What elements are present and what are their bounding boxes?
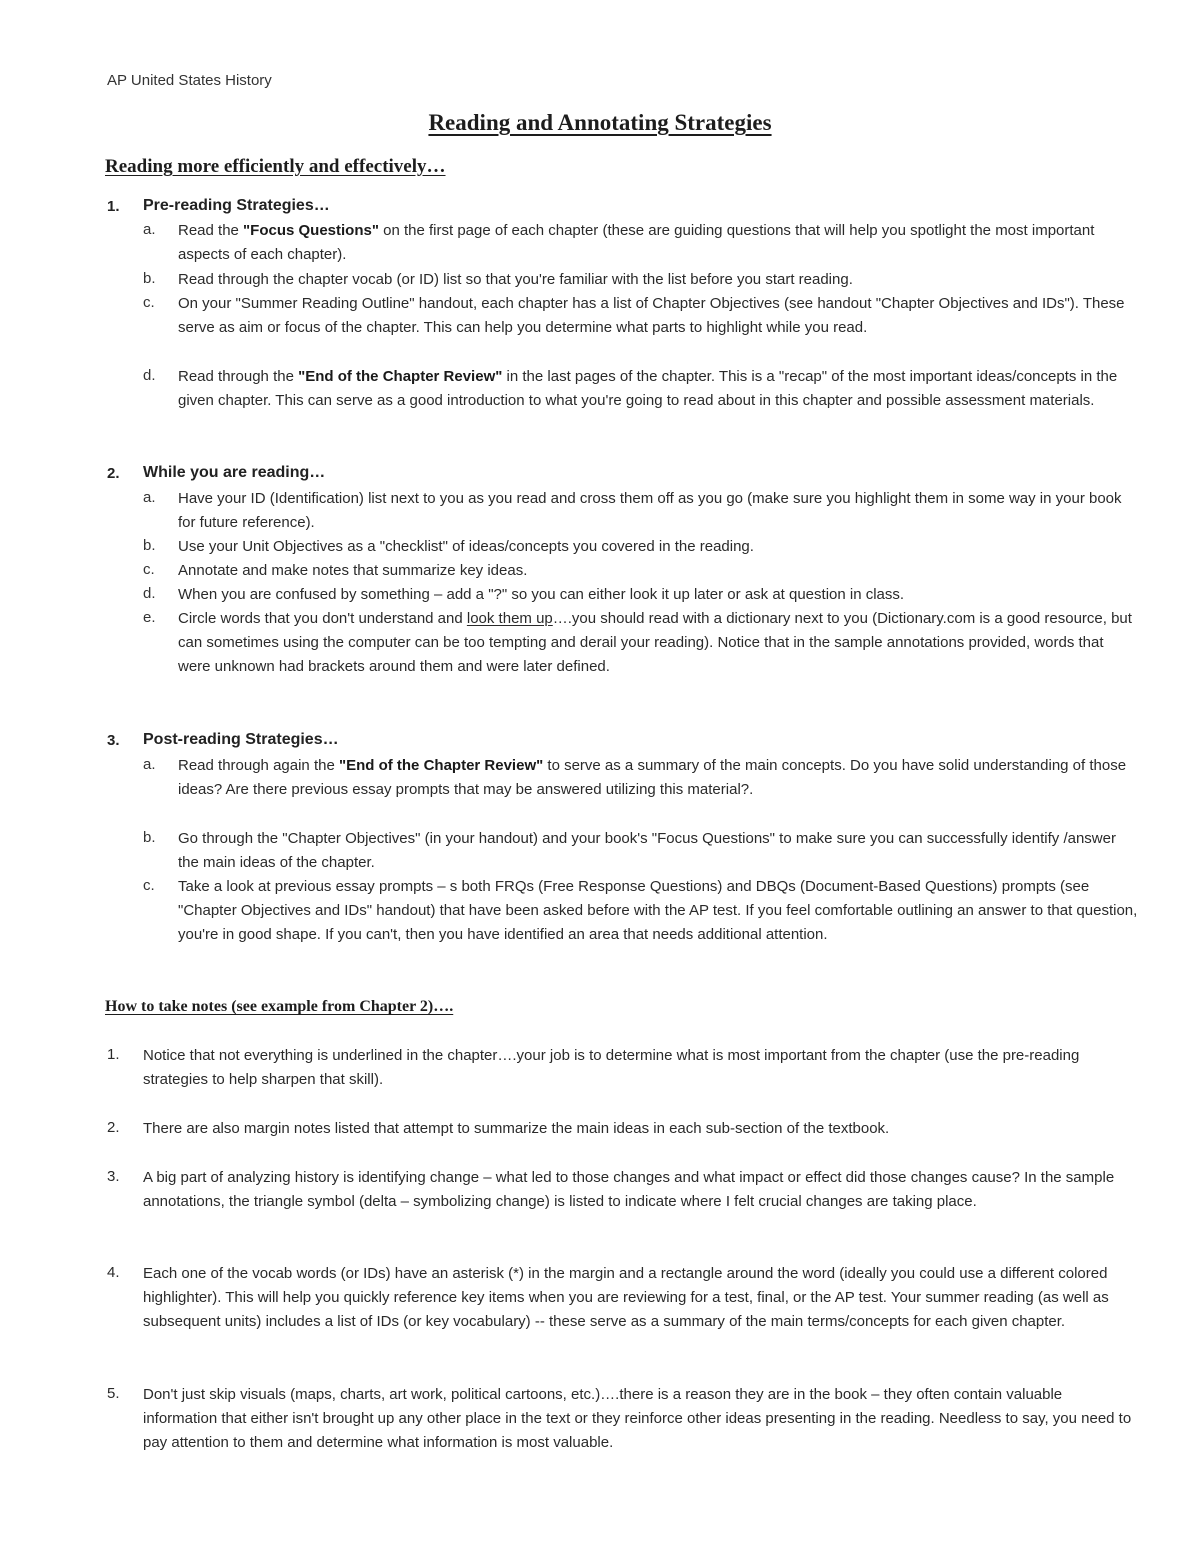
note-item: A big part of analyzing history is identifying change – what led to those changes and what impact or effect did those changes cause? In the sample annotations, the triangle symbol (delta – symbolizing change) is listed to indicate where I felt crucial changes are taking place. [143, 1169, 1115, 1210]
note-number: 1. [107, 1046, 120, 1063]
note-number: 3. [107, 1168, 120, 1185]
item-letter: b. [143, 537, 156, 554]
list-item: Read through the "End of the Chapter Review" in the last pages of the chapter. This is a "recap" of the most important ideas/concepts in the given chapter. This can serve as a good introduction to what you're going to read about in this chapter and possible assessment materials. [178, 368, 1118, 409]
item-letter: a. [143, 221, 156, 238]
group-title-while-reading: While you are reading… [143, 464, 326, 481]
group-number: 2. [107, 465, 120, 482]
list-item: On your "Summer Reading Outline" handout, each chapter has a list of Chapter Objectives (see handout "Chapter Objectives and IDs"). These serve as aim or focus of the chapter. This can help you determine what parts to highlight while you read. [178, 295, 1125, 336]
note-number: 2. [107, 1119, 120, 1136]
item-letter: b. [143, 270, 156, 287]
course-header: AP United States History [107, 72, 272, 89]
reading-section-heading: Reading more efficiently and effectively… [105, 156, 446, 177]
item-letter: c. [143, 877, 155, 894]
list-item: Take a look at previous essay prompts – s both FRQs (Free Response Questions) and DBQs (Document-Based Questions) prompts (see "Chapter Objectives and IDs" handout) that have been asked before with the AP test. If you feel comfortable outlining an answer to that question, you're in good shape. If you can't, then you have identified an area that needs additional attention. [178, 878, 1138, 943]
list-item: Go through the "Chapter Objectives" (in your handout) and your book's "Focus Questions" to make sure you can successfully identify /answer the main ideas of the chapter. [178, 830, 1116, 871]
group-number: 3. [107, 732, 120, 749]
item-letter: b. [143, 829, 156, 846]
note-item: Notice that not everything is underlined in the chapter….your job is to determine what is most important from the chapter (use the pre-reading strategies to help sharpen that skill). [143, 1047, 1080, 1088]
note-number: 5. [107, 1385, 120, 1402]
item-letter: a. [143, 489, 156, 506]
group-title-pre-reading: Pre-reading Strategies… [143, 197, 330, 214]
notes-section-heading: How to take notes (see example from Chapter 2)…. [105, 998, 454, 1015]
list-item: Read through the chapter vocab (or ID) list so that you're familiar with the list before you start reading. [178, 271, 853, 288]
note-item: There are also margin notes listed that attempt to summarize the main ideas in each sub-section of the textbook. [143, 1120, 890, 1137]
item-letter: c. [143, 294, 155, 311]
note-item: Don't just skip visuals (maps, charts, art work, political cartoons, etc.)….there is a reason they are in the book – they often contain valuable information that either isn't brought up any other place in the text or they reinforce other ideas presenting in the reading. Needless to say, you need to pay attention to them and determine what information is most valuable. [143, 1386, 1132, 1451]
item-letter: a. [143, 756, 156, 773]
list-item: Read through again the "End of the Chapter Review" to serve as a summary of the main concepts. Do you have solid understanding of those ideas? Are there previous essay prompts that may be answered utilizing this material?. [178, 757, 1127, 798]
page-title: Reading and Annotating Strategies [428, 110, 772, 135]
item-letter: d. [143, 367, 156, 384]
note-number: 4. [107, 1264, 120, 1281]
item-letter: c. [143, 561, 155, 578]
list-item: Have your ID (Identification) list next to you as you read and cross them off as you go (make sure you highlight them in some way in your book for future reference). [178, 490, 1122, 531]
group-number: 1. [107, 198, 120, 215]
list-item: Use your Unit Objectives as a "checklist" of ideas/concepts you covered in the reading. [178, 538, 754, 555]
list-item: When you are confused by something – add a "?" so you can either look it up later or ask at question in class. [178, 586, 905, 603]
list-item: Annotate and make notes that summarize key ideas. [178, 562, 528, 579]
group-title-post-reading: Post-reading Strategies… [143, 731, 339, 748]
item-letter: d. [143, 585, 156, 602]
note-item: Each one of the vocab words (or IDs) have an asterisk (*) in the margin and a rectangle around the word (ideally you could use a different colored highlighter). This will help you quickly reference key items when you are reviewing for a test, final, or the AP test. Your summer reading (as well as subsequent units) includes a list of IDs (or key vocabulary) -- these serve as a summary of the main terms/concepts for each given chapter. [143, 1265, 1109, 1330]
list-item: Circle words that you don't understand and look them up….you should read with a dictionary next to you (Dictionary.com is a good resource, but can sometimes using the computer can be too tempting and derail your reading). Notice that in the sample annotations provided, words that were unknown had brackets around them and were later defined. [178, 610, 1132, 675]
list-item: Read the "Focus Questions" on the first page of each chapter (these are guiding questions that will help you spotlight the most important aspects of each chapter). [178, 222, 1095, 263]
item-letter: e. [143, 609, 156, 626]
